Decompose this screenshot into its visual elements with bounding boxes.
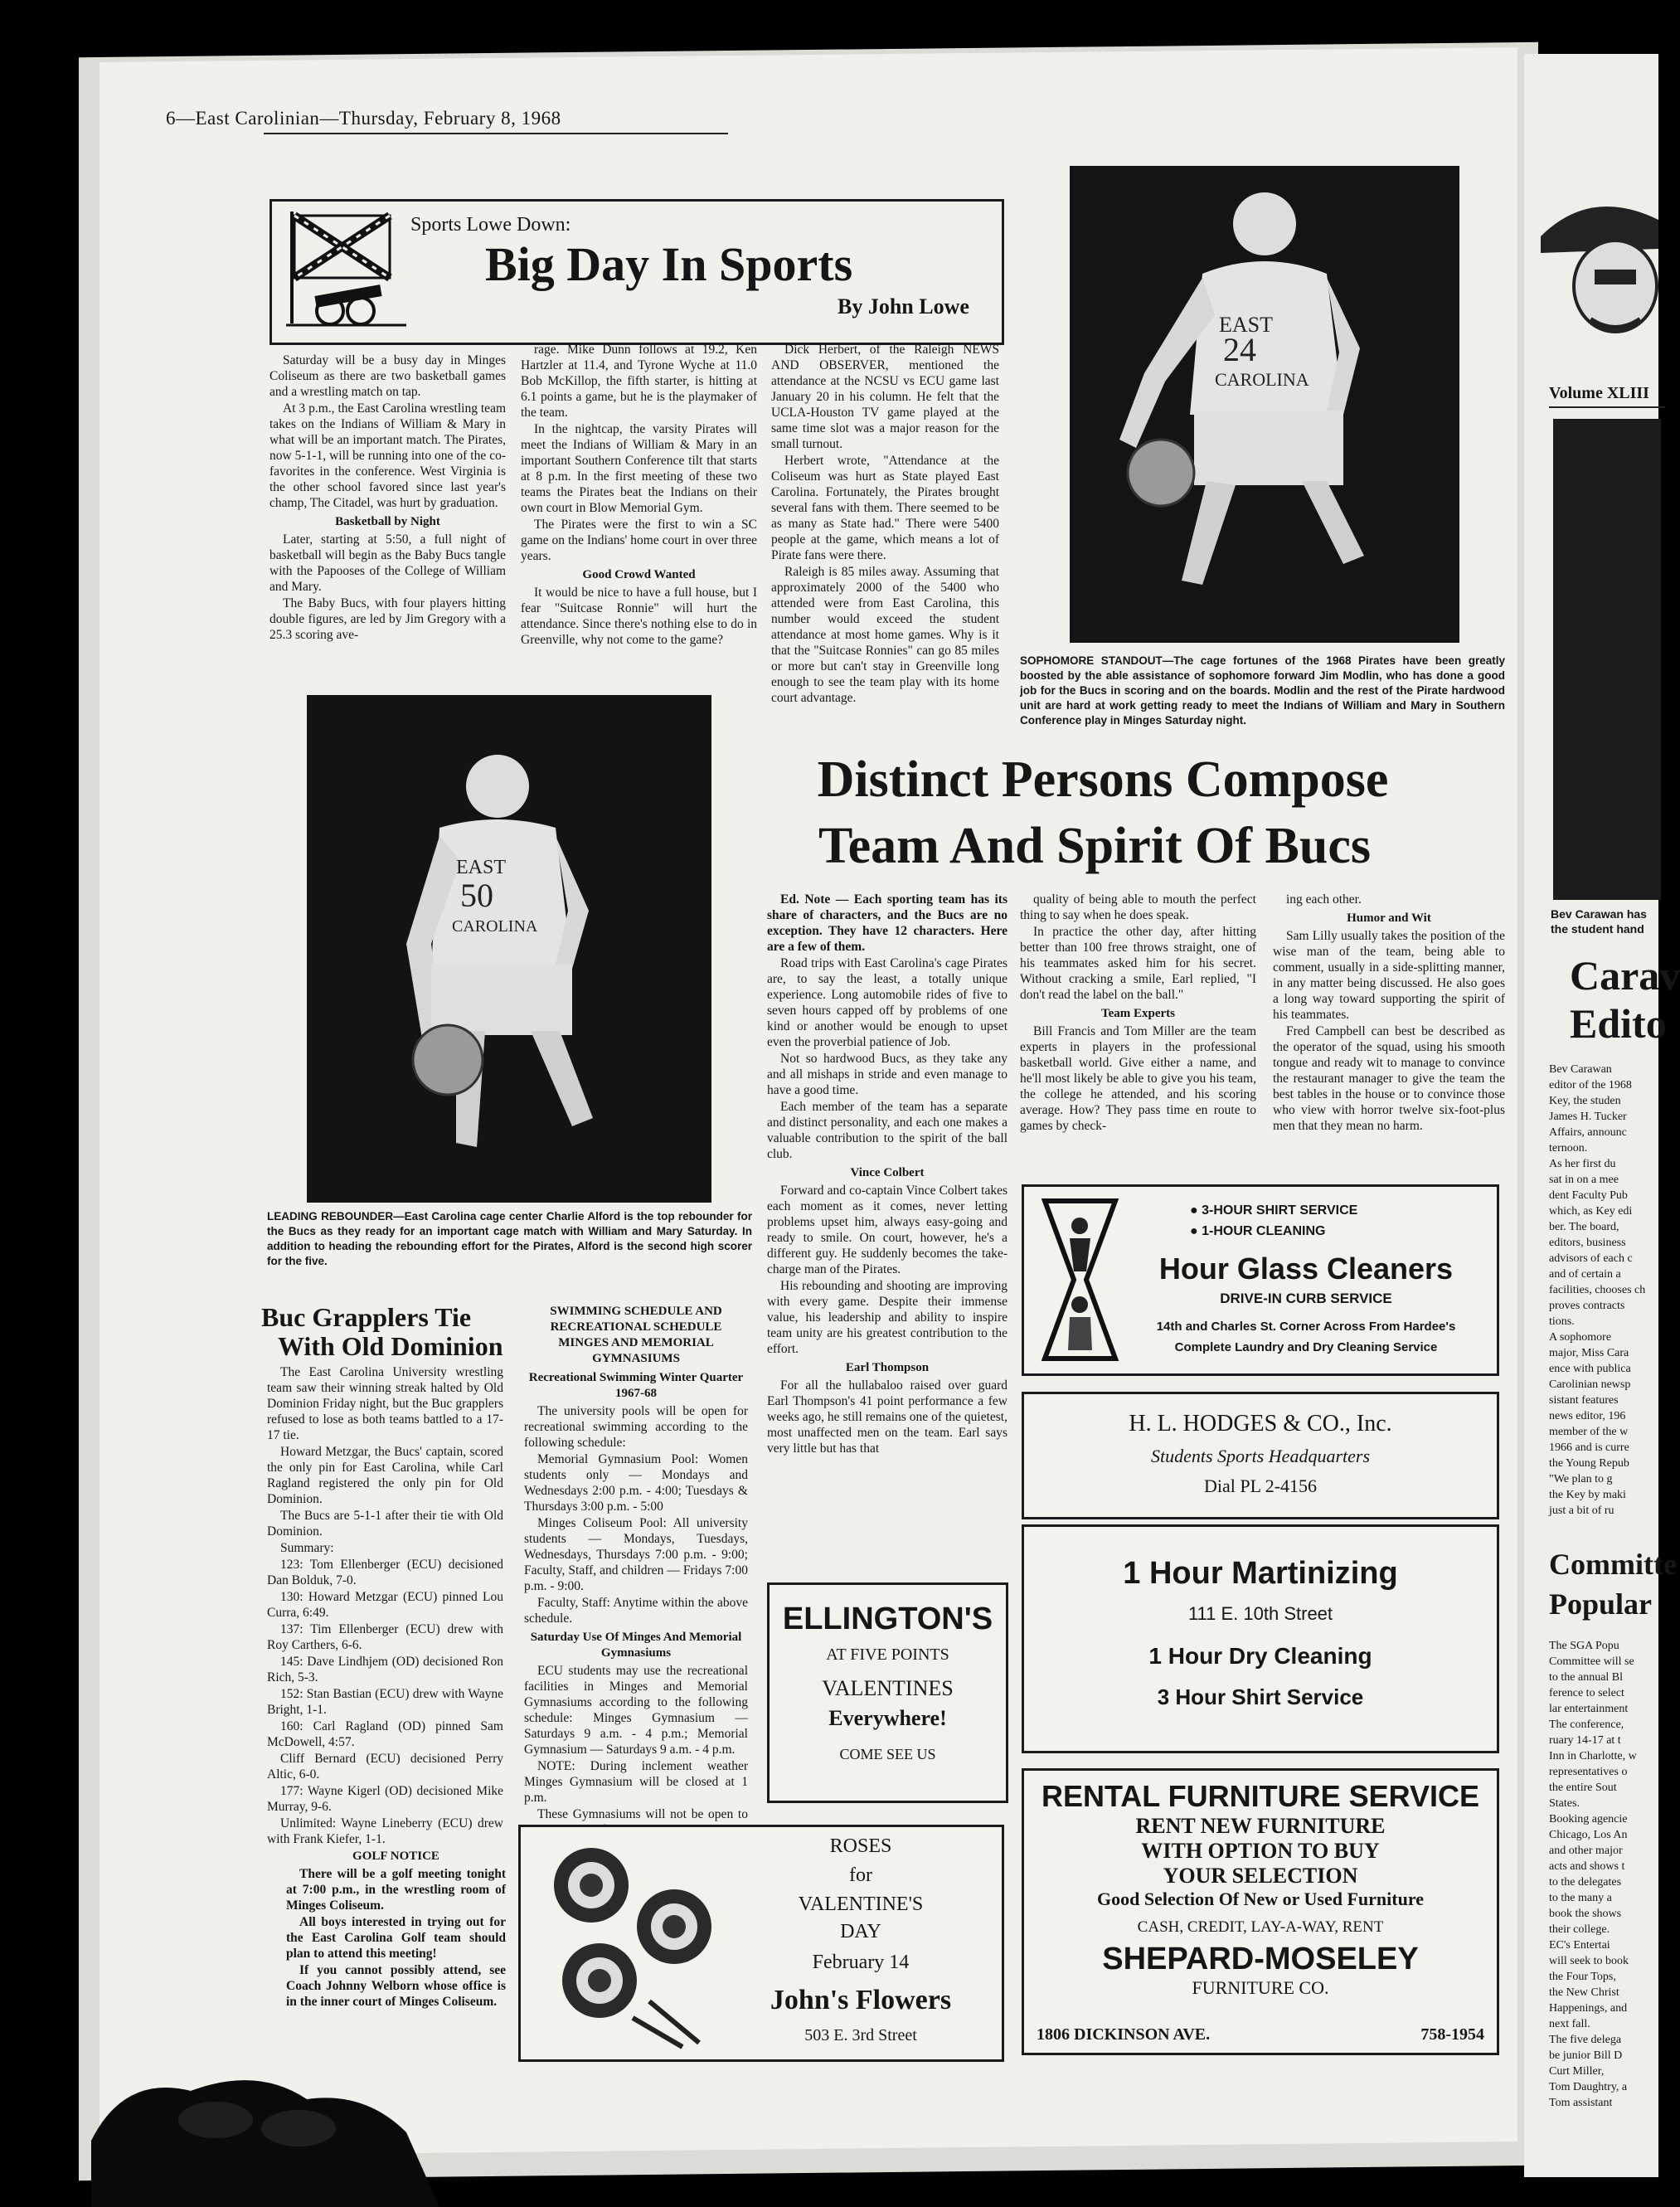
ellingtons-name: ELLINGTON'S [782,1602,993,1636]
subhead: Vince Colbert [850,1166,925,1179]
right-page-text-line: and of certain a [1549,1268,1621,1281]
subhead: Basketball by Night [335,515,440,528]
right-page-text-line: The five delega [1549,2034,1622,2046]
johns-flowers-ad [518,1825,1004,2062]
right-page-text-line: Happenings, and [1549,2002,1628,2015]
paragraph: It would be nice to have a full house, but I fear "Suitcase Ronnie" will hurt the attendance. Since there's nothing else to do in Greenville, why not come to the game? [521,586,757,647]
right-page-text-line: The conference, [1549,1718,1624,1731]
right-page-text-line: Key, the studen [1549,1095,1621,1107]
martinizing-name: 1 Hour Martinizing [1123,1556,1398,1591]
paragraph: In the nightcap, the varsity Pirates will meet the Indians of William & Mary in an important Southern Conference tilt that starts at 8 p.m. In the first meeting of these two teams the Pirates beat the Indians on their own court in Blow Memorial Gym. [521,422,757,515]
right-page-text-line: and other major [1549,1845,1623,1857]
right-page-text-line: ternoon. [1549,1142,1588,1155]
hourglass-figure-illustration [1041,1197,1119,1363]
right-page-photo [1553,419,1661,900]
right-page-text-line: James H. Tucker [1549,1111,1627,1123]
paragraph: Fred Campbell can best be described as the operator of the squad, using his smooth tongue and ready wit to manage to convince the restaurant manager to give the team the best tables in the house or to convince those who view with horror twelve six-foot-plus men that they mean no harm. [1273,1024,1505,1133]
paragraph: Raleigh is 85 miles away. Assuming that approximately 2000 of the 5400 who attended were from East Carolina, this number would exceed the student attendance at most home games. Why is it that the "Suitcase Ronnies" can go 85 miles or more but can't stay in Greenville long enough to see the team play with its home court advantage. [771,565,999,705]
right-page-text-line: book the shows [1549,1908,1622,1920]
right-page-text-line: the Young Repub [1549,1457,1629,1470]
paragraph: rage. Mike Dunn follows at 19.2, Ken Hartzler at 11.4, and Tyrone Wyche at 11.0 Bob McKillop, the fifth starter, is hitting at 6.1 points a game, but he is the playmaker of the team. [521,343,757,420]
right-page-text-line: dent Faculty Pub [1549,1189,1628,1202]
roses-illustration [533,1835,740,2051]
grapplers-headline-2: With Old Dominion [278,1331,503,1361]
right-page-text-line: the entire Sout [1549,1782,1617,1794]
paragraph: Forward and co-captain Vince Colbert takes each moment as it comes, never letting problems upset him, always easy-going and ready to smile. On court, however, he's a different guy. He suddenly becomes the take-charge man of the Pirates. [767,1184,1008,1276]
result-line: 137: Tim Ellenberger (ECU) drew with Roy Carthers, 6-6. [267,1622,503,1652]
right-page-text-line: EC's Entertai [1549,1939,1610,1952]
paragraph: The Bucs are 5-1-1 after their tie with Old Dominion. [267,1509,503,1539]
right-page-text-column-2 [1549,1638,1637,2111]
paragraph: If you cannot possibly attend, see Coach Johnny Welborn whose office is in the inner court of Minges Coliseum. [286,1963,506,2009]
photo-caption-modlin: SOPHOMORE STANDOUT—The cage fortunes of the 1968 Pirates have been greatly boosted by the able assistance of sophomore forward Jim Modlin, who has done a good job for the Bucs in scoring and on the boards. Modlin and the rest of the Pirate hardwood unit are hard at work getting ready to meet the Indians of William and Mary in Southern Conference play in Minges Saturday night. [1020,654,1505,727]
lowe-column-1 [269,352,506,644]
masthead-line: 6—East Carolinian—Thursday, February 8, 1968 [166,108,561,129]
right-page-caption [1551,907,1647,936]
paragraph: Faculty, Staff: Anytime within the above schedule. [524,1596,748,1626]
flowers-line-roses: ROSES [829,1835,892,1857]
lowe-column-2 [521,342,757,649]
column-title: Big Day In Sports [485,237,853,291]
right-page-text-line: Committee will se [1549,1655,1634,1668]
right-page-headline-2: Edito [1570,1000,1667,1047]
confederate-flag-cannon-icon [282,207,415,332]
result-line: 152: Stan Bastian (ECU) drew with Wayne Bright, 1-1. [267,1687,503,1717]
player-dribbling-illustration [1070,166,1459,643]
svg-text:EAST: EAST [456,857,506,878]
flowers-address: 503 E. 3rd Street [804,2026,917,2044]
hand-holding-page [91,2041,439,2207]
right-page-text-line: lar entertainment [1549,1703,1629,1715]
paragraph: Minges Coliseum Pool: All university students — Mondays, Tuesdays, Wednesdays, Thursdays 7:00 p.m. - 9:00; Faculty, Staff, and children — Fridays 7:00 p.m. - 9:00. [524,1516,748,1593]
furniture-line-5: CASH, CREDIT, LAY-A-WAY, RENT [1137,1918,1384,1936]
right-page-text-line: acts and shows t [1549,1860,1625,1873]
hourglass-address: 14th and Charles St. Corner Across From Hardee's [1156,1320,1456,1334]
right-page-text-line: Bev Carawan [1549,1063,1612,1076]
svg-text:EAST: EAST [1219,313,1273,337]
caption-line: the student hand [1551,922,1644,936]
furniture-line-2: WITH OPTION TO BUY [1141,1839,1380,1863]
result-line: Unlimited: Wayne Lineberry (ECU) drew with Frank Kiefer, 1-1. [267,1816,503,1846]
masthead-rule [264,133,728,134]
right-page-text-line: Curt Miller, [1549,2065,1605,2078]
flowers-line-valentines: VALENTINE'S [798,1893,924,1915]
right-page-text-line: ence with publica [1549,1363,1631,1375]
paragraph: Bill Francis and Tom Miller are the team experts in players in the professional basketball world. Give either a name, and he'll most likely be able to give you his team, the college he attended, and his scoring average. How? They pass time en route to games by check- [1020,1024,1256,1133]
furniture-address: 1806 DICKINSON AVE. [1037,2025,1211,2044]
furniture-company: SHEPARD-MOSELEY [1102,1942,1419,1976]
paragraph: Sam Lilly usually takes the position of the wise man of the team, being able to comment, usually in a side-splitting manner, in any matter being discussed. He also goes a long way toward supporting the spirit of his teammates. [1273,929,1505,1022]
hour-glass-cleaners-ad [1022,1184,1499,1376]
martinizing-dry-cleaning: 1 Hour Dry Cleaning [1148,1643,1372,1669]
result-line: 177: Wayne Kigerl (OD) decisioned Mike Murray, 9-6. [267,1784,503,1814]
right-page-text-line: editors, business [1549,1237,1626,1249]
subhead: Humor and Wit [1347,911,1431,925]
right-page-text-line: facilities, chooses ch [1549,1284,1646,1296]
flowers-line-day: DAY [840,1921,881,1942]
paragraph: His rebounding and shooting are improving with every game. Despite their immense value, his leadership and ability to inspire team unity are his greatest contribution to the effort. [767,1279,1008,1356]
flowers-name: John's Flowers [770,1985,952,2015]
paragraph: Later, starting at 5:50, a full night of basketball will begin as the Baby Bucs tangle with the Papooses of the College of William and Mary. [269,532,506,594]
right-page-text-line: the Four Tops, [1549,1971,1616,1983]
paragraph: ECU students may use the recreational facilities in Minges and Memorial Gymnasiums according to the following schedule: Minges Gymnasium — Saturdays 9 a.m. - 4 p.m.; Memorial Gymnasium — Saturdays 9 a.m. - 4 p.m. [524,1664,748,1757]
paragraph: Saturday will be a busy day in Minges Coliseum as there are two basketball games and a wrestling match on tap. [269,353,506,399]
right-page-text-line: ber. The board, [1549,1221,1619,1233]
paragraph: Road trips with East Carolina's cage Pirates are, to say the least, a totally unique experience. Long automobile rides of five to seven hours capped off by problems of one kind or another would be enough to upset even the proverbial patience of Job. [767,956,1008,1049]
right-page-text-line: proves contracts [1549,1300,1625,1312]
furniture-line-3: YOUR SELECTION [1163,1864,1358,1888]
martinizing-ad [1022,1524,1499,1753]
right-page-text-line: just a bit of ru [1549,1505,1614,1517]
distinct-headline-2: Team And Spirit Of Bucs [818,818,1372,874]
paragraph: Each member of the team has a separate and distinct personality, and each one makes a valuable contribution to the spirit of the ball club. [767,1100,1008,1161]
paragraph: The university pools will be open for recreational swimming according to the following schedule: [524,1404,748,1450]
rental-furniture-ad [1022,1768,1499,2055]
martinizing-shirt-service: 3 Hour Shirt Service [1157,1684,1364,1709]
distinct-column-3 [1273,892,1505,1135]
hourglass-bullet-2-text: 1-HOUR CLEANING [1202,1224,1326,1238]
right-page-text-line: to the many a [1549,1892,1612,1904]
right-page-headline-4: Popular [1549,1587,1653,1621]
swimming-schedule [524,1300,748,1839]
grapplers-headline-1: Buc Grapplers Tie [261,1302,472,1332]
martinizing-address: 111 E. 10th Street [1187,1603,1333,1624]
right-page-headline-3: Committe [1549,1548,1677,1581]
right-page-text-line: to the annual Bl [1549,1671,1624,1684]
paragraph: These Gymnasiums will not be open to [537,1807,748,1821]
photo-caption-alford: LEADING REBOUNDER—East Carolina cage center Charlie Alford is the top rebounder for the Bucs as they ready for an important cage match with William and Mary Saturday. In addition to heading the rebounding effort for the Pirates, Alford is the second high scorer for the five. [267,1210,752,1267]
column-kicker: Sports Lowe Down: [410,214,571,236]
paragraph: In practice the other day, after hitting better than 100 free throws straight, one of his teammates asked him for his secret. Without cracking a smile, Earl replied, "I don't read the label on the ball." [1020,925,1256,1002]
svg-text:24: 24 [1223,331,1256,368]
furniture-line-1: RENT NEW FURNITURE [1135,1814,1386,1838]
right-page-text-line: States. [1549,1797,1580,1810]
furniture-line-4: Good Selection Of New or Used Furniture [1097,1889,1424,1909]
ellingtons-location: AT FIVE POINTS [826,1646,949,1664]
result-line: 160: Carl Ragland (OD) pinned Sam McDowell, 4:57. [267,1719,503,1749]
paragraph: There will be a golf meeting tonight at 7:00 p.m., in the wrestling room of Minges Coliseum. [286,1867,506,1913]
paragraph: The Baby Bucs, with four players hitting double figures, are led by Jim Gregory with a 25.3 scoring ave- [269,596,506,642]
hourglass-name: Hour Glass Cleaners [1158,1252,1454,1286]
svg-text:50: 50 [460,877,493,914]
right-page-text-line: member of the w [1549,1426,1629,1438]
right-page-text-line: Carolinian newsp [1549,1378,1631,1391]
paragraph: Herbert wrote, "Attendance at the Coliseum was hurt as State played East Carolina. Fortunately, the Pirates brought several fans with them. There seemed to be as many as State had." There were 5400 people at the game, which means a lot of Pirate fans were there. [771,454,999,562]
player-holding-ball-illustration [307,695,711,1203]
photo-jim-modlin [1070,166,1459,643]
right-page-text-line: ference to select [1549,1687,1624,1699]
subhead: Team Experts [1100,1007,1176,1020]
right-page-text-line: news editor, 196 [1549,1410,1626,1422]
right-page-text-line: 1966 and is curre [1549,1441,1629,1454]
furniture-title: RENTAL FURNITURE SERVICE [1041,1779,1480,1813]
right-page-text-line: Chicago, Los An [1549,1829,1628,1841]
right-page-text-line: will seek to book [1549,1955,1629,1967]
grapplers-story [267,1364,503,1848]
flowers-date: February 14 [812,1952,910,1973]
right-page-text-line: their college. [1549,1923,1610,1936]
right-page-text-line: the New Christ [1549,1986,1619,1999]
ellingtons-cta: COME SEE US [839,1746,936,1762]
hourglass-service: Complete Laundry and Dry Cleaning Service [1174,1340,1438,1354]
paragraph: Not so hardwood Bucs, as they take any and all mishaps in stride and even manage to have a good time. [767,1052,1008,1097]
furniture-phone: 758-1954 [1420,2025,1484,2044]
editors-note: Ed. Note — Each sporting team has its share of characters, and the Bucs are no exception. They have 12 characters. Here are a few of them. [767,892,1008,954]
paragraph: All boys interested in trying out for the East Carolina Golf team should plan to attend this meeting! [286,1915,506,1961]
hourglass-bullet-1-text: 3-HOUR SHIRT SERVICE [1202,1203,1358,1218]
pirate-mascot-icon [1524,170,1658,344]
swimming-title: SWIMMING SCHEDULE AND RECREATIONAL SCHEDULE MINGES AND MEMORIAL GYMNASIUMS [550,1305,722,1365]
right-page-text-line: next fall. [1549,2018,1590,2030]
right-page-text-line: Booking agencie [1549,1813,1628,1825]
hodges-phone: Dial PL 2-4156 [1203,1475,1318,1496]
paragraph: Howard Metzgar, the Bucs' captain, scored the only pin for East Carolina, while Carl Ragland registered the only pin for Old Dominion. [267,1445,503,1506]
right-page-text-line: Tom Daughtry, a [1549,2081,1628,2093]
hourglass-bullet-1: ● 3-HOUR SHIRT SERVICE [1190,1203,1358,1218]
right-page-rule [1549,406,1665,408]
right-page-text-line: advisors of each c [1549,1252,1633,1265]
swimming-subtitle: Recreational Swimming Winter Quarter 1967-68 [528,1371,744,1400]
right-page-text-line: sistant features [1549,1394,1619,1407]
right-page-text-line: Inn in Charlotte, w [1549,1750,1637,1762]
golf-notice-title: GOLF NOTICE [352,1850,439,1863]
right-page-text-line: tions. [1549,1315,1575,1328]
ellingtons-valentines: VALENTINES [822,1676,954,1700]
distinct-headline-1: Distinct Persons Compose [817,751,1389,808]
paragraph: For all the hullabaloo raised over guard Earl Thompson's 41 point performance a few weeks ago, he still remains one of the quietest, most unaffected men on the team. Earl says very little but has that [767,1378,1008,1456]
ellingtons-ad [767,1582,1008,1803]
right-page-text-line: As her first du [1549,1158,1616,1170]
right-page-text-line: ruary 14-17 at t [1549,1734,1621,1747]
right-page-text-line: A sophomore [1549,1331,1612,1344]
hodges-name: H. L. HODGES & CO., Inc. [1129,1411,1392,1436]
right-page-text-line: "We plan to g [1549,1473,1613,1485]
paragraph: The East Carolina University wrestling team saw their winning streak halted by Old Dominion Friday night, but the Buc grapplers refused to lose as both teams battled to a 17-17 tie. [267,1365,503,1442]
summary-label: Summary: [280,1541,334,1555]
right-page-text-line: be junior Bill D [1549,2049,1623,2062]
right-page-text-line: Affairs, announc [1549,1126,1627,1139]
right-page-text-line: The SGA Popu [1549,1640,1619,1652]
right-page-text-line: sat in on a mee [1549,1174,1619,1186]
right-page-text-line: Tom assistant [1549,2097,1613,2109]
right-page-text-line: editor of the 1968 [1549,1079,1632,1091]
distinct-column-2 [1020,892,1256,1135]
paragraph: ing each other. [1286,892,1362,907]
paragraph: Memorial Gymnasium Pool: Women students only — Mondays and Wednesdays 2:00 p.m. - 4:00; Tuesdays & Thursdays 3:00 p.m. - 5:00 [524,1452,748,1514]
photo-charlie-alford [307,695,711,1203]
hourglass-drive-in: DRIVE-IN CURB SERVICE [1220,1291,1392,1306]
right-page-headline-1: Carav [1570,952,1680,999]
paragraph: quality of being able to mouth the perfect thing to say when he does speak. [1020,892,1256,922]
lowe-column-3 [771,342,999,707]
right-page-text-line: major, Miss Cara [1549,1347,1629,1359]
result-line: Cliff Bernard (ECU) decisioned Perry Altic, 6-0. [267,1752,503,1782]
result-line: 145: Dave Lindhjem (OD) decisioned Ron Rich, 5-3. [267,1655,503,1684]
adjacent-page-fragment [1524,54,1680,2177]
result-line: 130: Howard Metzgar (ECU) pinned Lou Curra, 6:49. [267,1590,503,1620]
golf-notice [286,1845,506,2010]
distinct-column-1 [767,892,1008,1457]
result-line: 123: Tom Ellenberger (ECU) decisioned Dan Bolduk, 7-0. [267,1558,503,1587]
svg-text:CAROLINA: CAROLINA [1215,369,1309,390]
right-page-text-line: to the delegates [1549,1876,1622,1889]
volume-label: Volume XLIII [1549,384,1649,402]
right-page-text-column [1549,1062,1645,1519]
hourglass-bullet-2: ● 1-HOUR CLEANING [1190,1224,1326,1238]
hl-hodges-ad [1022,1392,1499,1519]
right-page-text-line: representatives o [1549,1766,1628,1778]
paragraph: Dick Herbert, of the Raleigh NEWS AND OBSERVER, mentioned the attendance at the NCSU vs ECU game last January 20 in his column. He felt that the UCLA-Houston TV game played at the same time slot was a major reason for the small turnout. [771,343,999,451]
caption-line: Bev Carawan has [1551,907,1647,921]
paragraph: The Pirates were the first to win a SC game on the Indians' home court in over three years. [521,518,757,563]
ellingtons-everywhere: Everywhere! [828,1706,947,1730]
paragraph: At 3 p.m., the East Carolina wrestling team takes on the Indians of William & Mary in what will be an important match. The Pirates, now 5-1-1, will be running into one of the co-favorites in the conference. West Virginia is the other school favored since last year's champ, The Citadel, was hurt by graduation. [269,401,506,510]
paragraph: NOTE: During inclement weather Minges Gymnasium will be closed at 1 p.m. [524,1759,748,1805]
svg-text:CAROLINA: CAROLINA [452,917,538,936]
subhead: Good Crowd Wanted [582,568,696,581]
flowers-line-for: for [849,1864,872,1886]
furniture-company-sub: FURNITURE CO. [1192,1977,1329,1998]
right-page-text-line: the Key by maki [1549,1489,1626,1501]
right-page-text-line: which, as Key edi [1549,1205,1633,1218]
column-byline: By John Lowe [838,294,969,318]
hodges-tagline: Students Sports Headquarters [1151,1446,1370,1466]
subhead: Saturday Use Of Minges And Memorial Gymnasiums [530,1631,742,1660]
subhead: Earl Thompson [845,1361,930,1374]
